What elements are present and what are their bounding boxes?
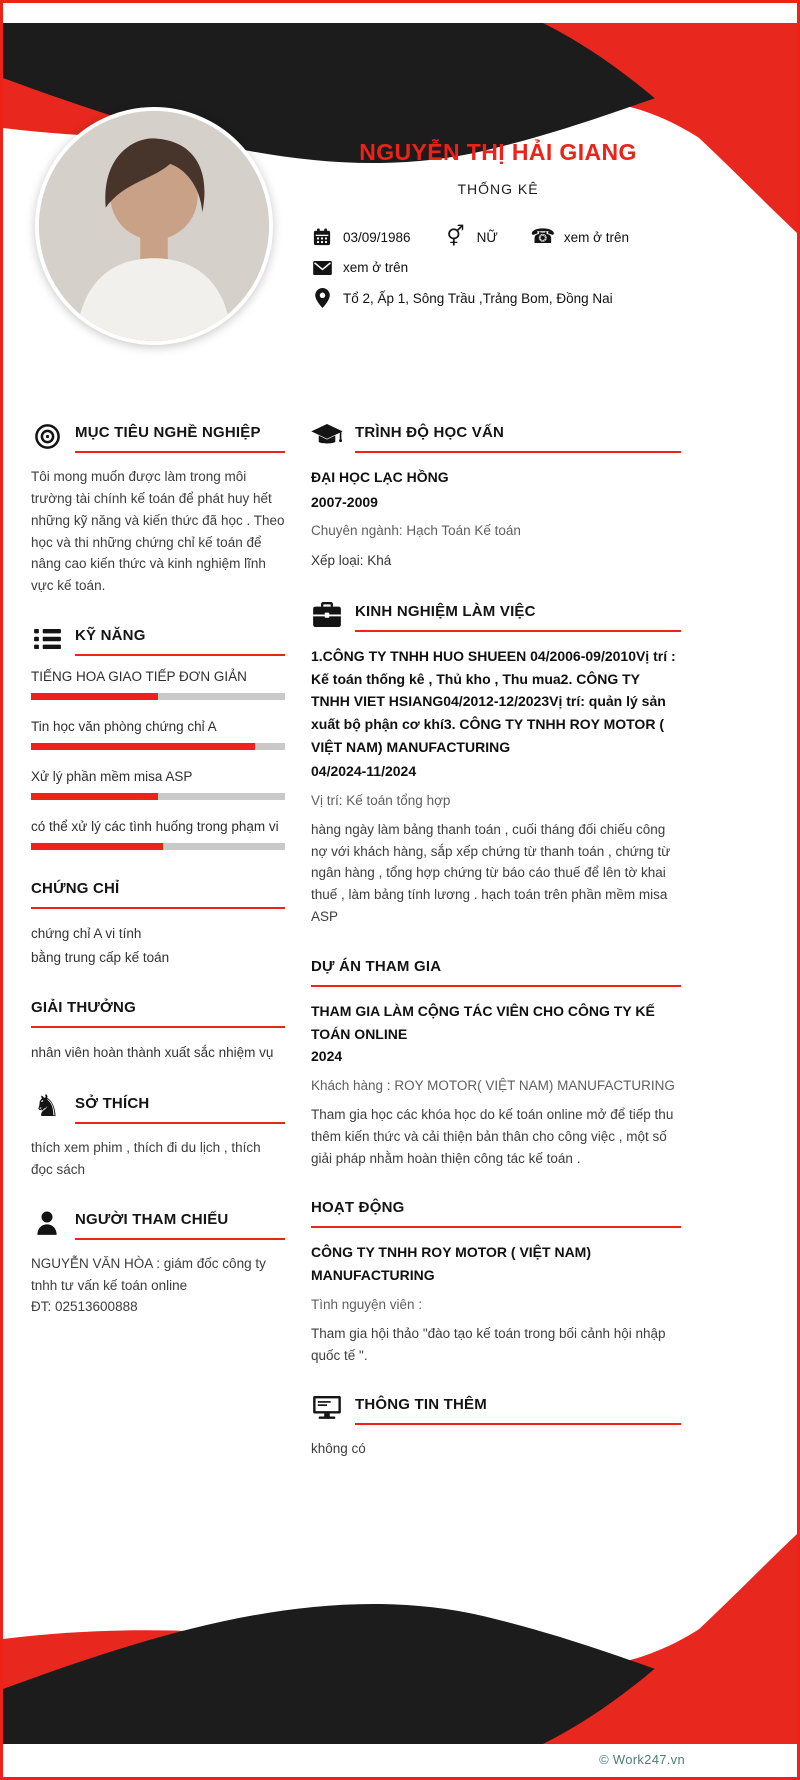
envelope-icon [311,261,333,275]
location-pin-icon [311,288,333,308]
skill-bar [31,843,285,850]
target-icon [31,423,63,450]
skill-fill [31,793,158,800]
list-icon [31,628,63,650]
section-objective [31,419,285,597]
section-references [31,1206,285,1319]
phone-icon: ☎ [530,226,556,248]
experience-period: 04/2024-11/2024 [311,763,417,780]
project-client: Khách hàng : ROY MOTOR( VIỆT NAM) MANUFACTURING [311,1078,675,1094]
skill-label: có thể xử lý các tình huống trong phạm vi [31,819,279,835]
section-heading-hobbies: SỞ THÍCH [75,1095,150,1113]
contact-dob [311,228,411,246]
section-heading-education: TRÌNH ĐỘ HỌC VẤN [355,424,505,441]
hobbies-text: thích xem phim , thích đi du lịch , thích đọc sách [31,1140,261,1177]
skill-label: TIẾNG HOA GIAO TIẾP ĐƠN GIẢN [31,669,247,685]
section-skills [31,622,285,850]
activity-organization: CÔNG TY TNHH ROY MOTOR ( VIỆT NAM) MANUFACTURING [311,1244,592,1284]
left-column [31,419,285,1485]
right-column [311,419,681,1485]
section-heading-projects: DỰ ÁN THAM GIA [311,958,442,976]
reference-line: ĐT: 02513600888 [31,1299,138,1315]
activity-role: Tình nguyện viên : [311,1296,423,1312]
skill-fill [31,843,163,850]
phone-value: xem ở trên [563,229,629,245]
section-heading-activities: HOẠT ĐỘNG [311,1199,405,1217]
education-years: 2007-2009 [311,493,378,510]
section-heading-experience: KINH NGHIỆM LÀM VIỆC [355,602,536,620]
section-experience [311,598,681,928]
section-projects [311,953,681,1169]
skill-item [31,769,285,800]
address-value: Tổ 2, Ấp 1, Sông Trầu ,Trảng Bom, Đồng Nai [343,290,613,306]
skill-fill [31,693,158,700]
person-icon [31,1211,63,1235]
section-education [311,419,681,573]
section-heading-skills: KỸ NĂNG [75,627,146,645]
experience-position: Vị trí: Kế toán tổng hợp [311,792,451,808]
skill-bar [31,743,285,750]
skill-fill [31,743,255,750]
education-grade: Xếp loại: Khá [311,553,392,569]
section-heading-additional: THÔNG TIN THÊM [355,1396,487,1414]
knight-icon: ♞ [33,1090,61,1124]
skill-bar [31,793,285,800]
certificate-item: bằng trung cấp kế toán [31,949,170,965]
skill-bar [31,693,285,700]
contact-gender [445,227,498,247]
calendar-icon [311,228,333,246]
header [3,3,797,381]
footer-wave-decoration [3,1414,797,1744]
activity-description: Tham gia hội thảo "đào tạo kế toán trong bối cảnh hội nhập quốc tế ". [311,1325,666,1363]
section-heading-objective: MỤC TIÊU NGHỀ NGHIỆP [75,424,261,441]
email-value: xem ở trên [343,260,409,275]
skill-label: Xử lý phần mềm misa ASP [31,769,193,785]
additional-text: không có [311,1441,366,1457]
contact-phone [532,227,629,247]
contact-address [311,288,613,308]
gender-icon: ⚥ [446,226,465,248]
contact-email [311,260,408,275]
project-title: THAM GIA LÀM CỘNG TÁC VIÊN CHO CÔNG TY KẾ TOÁN ONLINE [311,1003,655,1042]
briefcase-icon [311,602,343,627]
skill-item [31,669,285,700]
education-school: ĐẠI HỌC LẠC HỒNG [311,469,449,485]
objective-text: Tôi mong muốn được làm trong môi trường tài chính kế toán để phát huy hết những kỹ năng và kiến thức đã học . Theo học và thi những chứng chỉ kế toán để nâng cao kiến thức và kinh nghiệm lĩnh vực kế toán. [31,469,285,594]
skill-item [31,819,285,850]
dob-value: 03/09/1986 [343,229,411,245]
section-heading-references: NGƯỜI THAM CHIẾU [75,1210,229,1228]
section-heading-certificates: CHỨNG CHỈ [31,880,120,898]
section-certificates [31,875,285,969]
award-item: nhân viên hoàn thành xuất sắc nhiệm vụ [31,1045,274,1061]
experience-companies: 1.CÔNG TY TNHH HUO SHUEEN 04/2006-09/2010Vị trí : Kế toán thống kê , Thủ kho , Thu mua2. CÔNG TY TNHH VIET HSIANG04/2012-12/2023Vị trí: quản lý sản xuất bộ phận cơ khí3. CÔNG TY TNHH ROY MOTOR ( VIỆT NAM) MANUFACTURING [311,647,676,755]
experience-description: hàng ngày làm bảng thanh toán , cuối tháng đối chiếu công nợ với khách hàng, sắp xếp chứng từ thanh toán , chứng từ ngân hàng , tổng hợp chứng từ báo cáo thuế để lên tờ khai thuế , làm bảng tính lương . hạch toán trên phần mềm misa ASP [311,821,671,925]
project-description: Tham gia học các khóa học do kế toán online mở để tiếp thu thêm kiến thức và cải thiện bản thân cho công việc , một số giải pháp nhằm hoàn thiện công tác kế toán . [311,1106,674,1166]
contact-block [311,227,731,308]
project-year: 2024 [311,1048,343,1065]
reference-line: NGUYỄN VĂN HÒA : giám đốc công ty tnhh tư vấn kế toán online [31,1255,266,1293]
section-awards [31,994,285,1065]
section-heading-awards: GIẢI THƯỞNG [31,999,136,1017]
skill-item [31,719,285,750]
section-hobbies [31,1090,285,1181]
graduation-cap-icon [311,424,343,448]
job-title: THỐNG KÊ [457,181,539,197]
section-activities [311,1194,681,1366]
body [3,381,797,1485]
profile-photo [35,107,273,345]
gender-value: NỮ [476,229,498,245]
candidate-name: NGUYỄN THỊ HẢI GIANG [359,139,637,165]
skill-label: Tin học văn phòng chứng chỉ A [31,719,217,735]
education-major: Chuyên ngành: Hạch Toán Kế toán [311,523,521,539]
certificate-item: chứng chỉ A vi tính [31,926,142,942]
site-credit[interactable]: © Work247.vn [599,1752,685,1767]
